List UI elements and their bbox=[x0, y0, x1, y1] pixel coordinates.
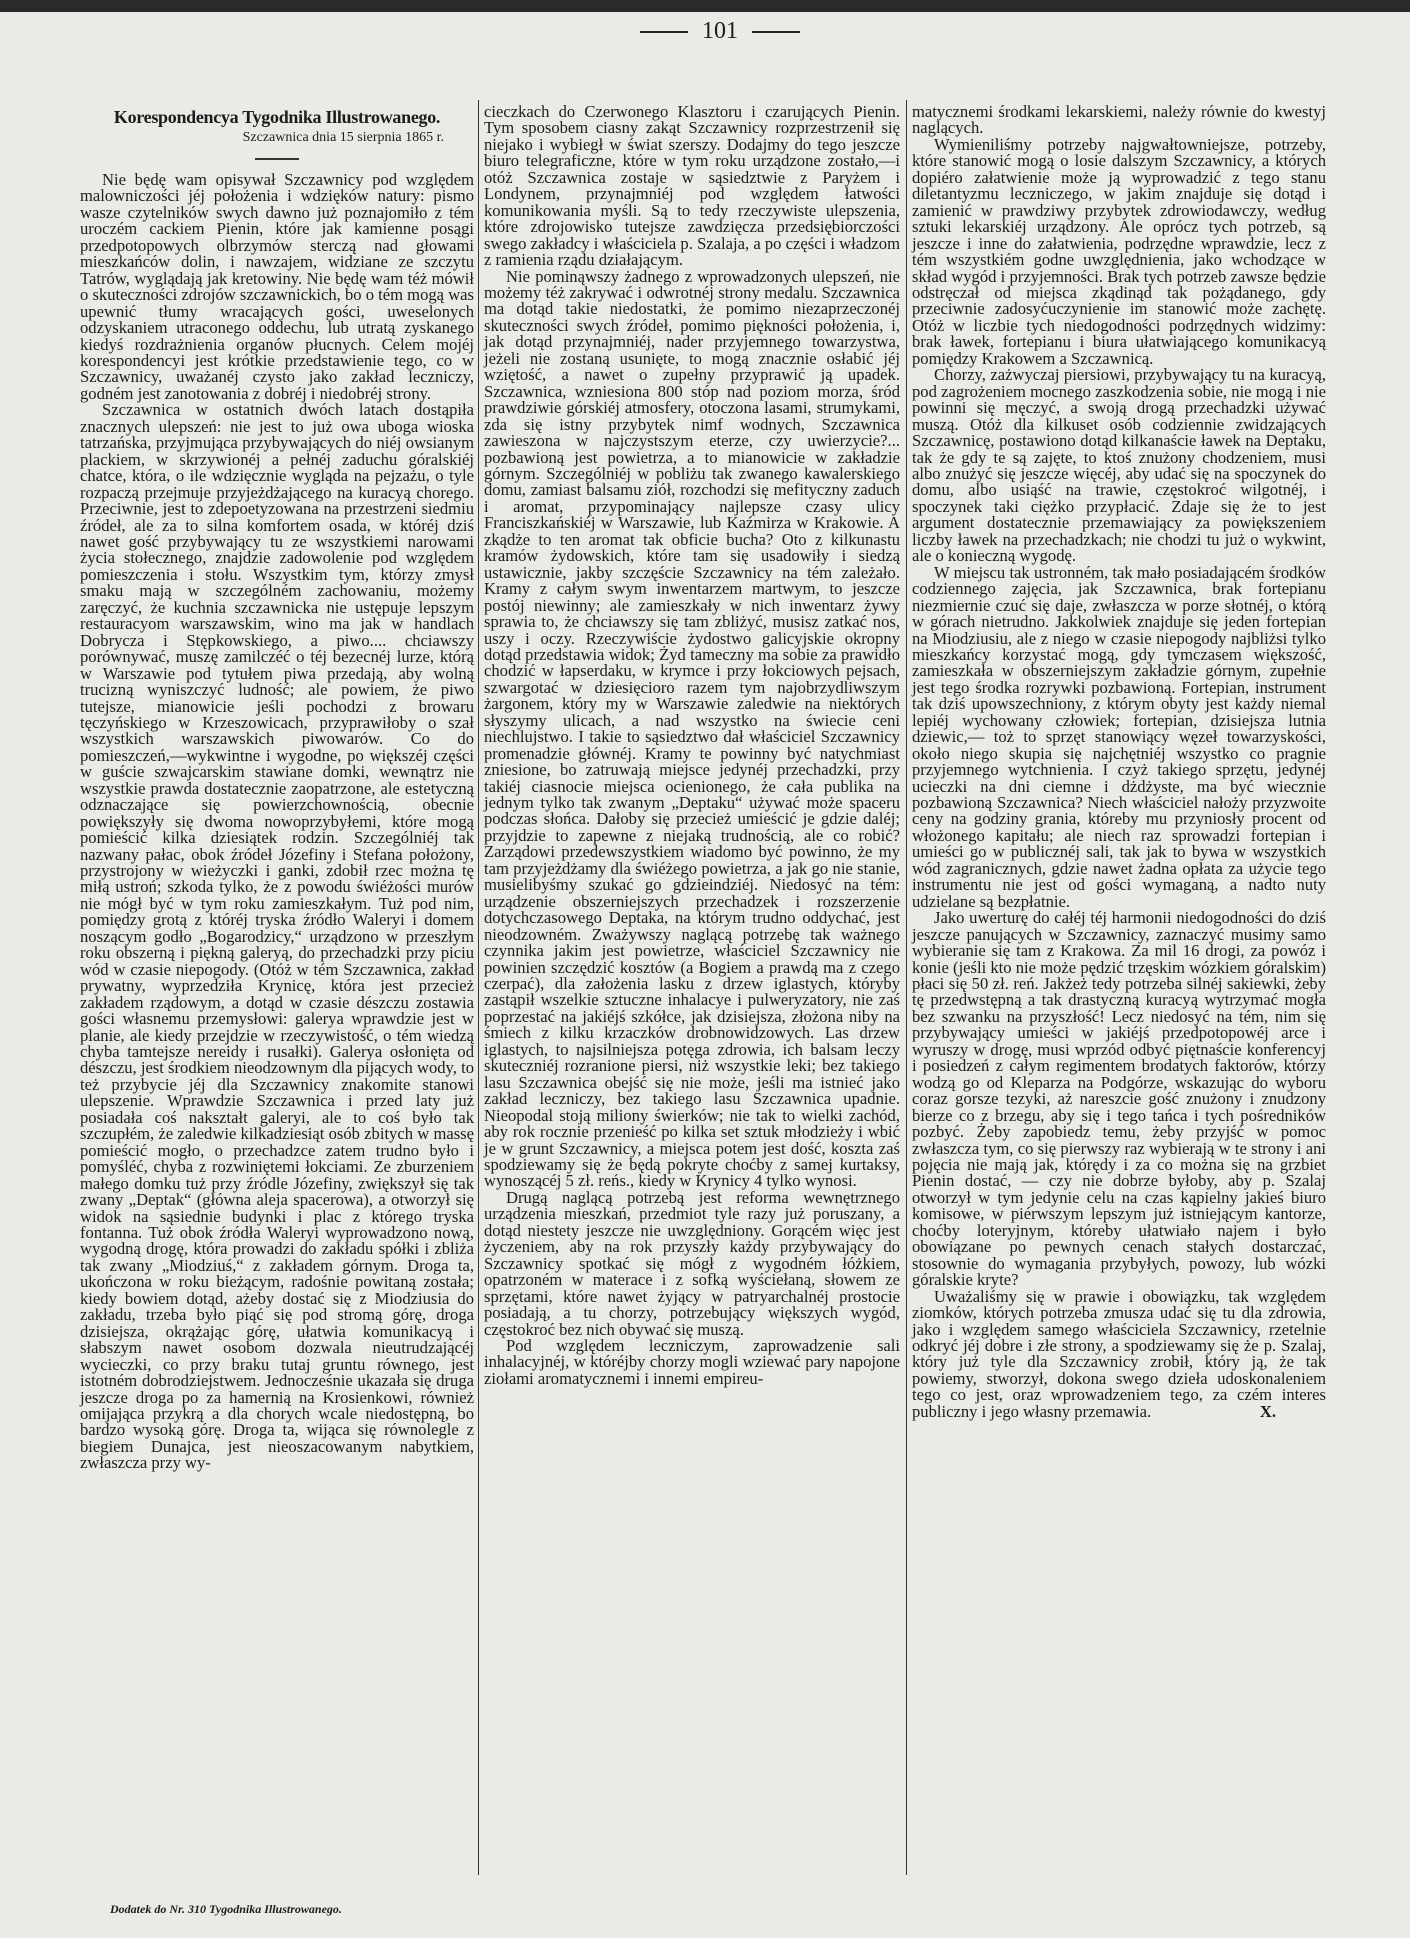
column-divider bbox=[478, 100, 479, 1875]
paragraph: W miejscu tak ustronném, tak mało posiadającém środków codziennego zajęcia, jak Szczawnica, brak fortepianu niezmiernie czuć się daje, zwłaszcza w porze słotnéj, o którą w górach nietrudno. Jakkolwiek znajduje się jeden fortepian na Miodziusiu, ale z niego w czasie niepogody najbliżsi tylko mieszkańcy korzystać mogą, gdy tymczasem większość, zamieszkała w obszerniejszym zakładzie górnym, zupełnie jest tego środka rozrywki pozbawioną. Fortepian, instrument tak dziś upowszechniony, z którym obyty jest każdy niemal lepiéj wychowany człowiek; fortepian, dzisiejsza lutnia dziewic,— toż to sprzęt stanowiący węzeł towarzyskości, około niego skupia się najchętniéj wszystko co pragnie przyjemnego wytchnienia. I czyż takiego sprzętu, jedynéj ucieczki na dni ciemne i dżdżyste, ma być wiecznie pozbawioną Szczawnica? Niech właściciel nałoży przyzwoite ceny na godziny grania, któreby mu przyniosły procent od włożonego kapitału; ale niech raz sprowadzi fortepian i umieści go w publicznéj sali, tak jak to bywa w wszystkich wód zagranicznych, gdzie nawet żadna opłata za użycie tego instrumentu nie jest od gości wymaganą, a nadto nuty udzielane są bezpłatnie. bbox=[912, 562, 1326, 911]
paragraph: Szczawnica w ostatnich dwóch latach dostąpiła znacznych ulepszeń: nie jest to już owa uboga wioska tatrzańska, przyjmująca przybywających do niéj owsianym plackiem, w skrzywionéj a pełnéj zaduchu góralskiéj chatce, która, o ile wdzięcznie wygląda na pejzażu, o tyle rozpaczą przejmuje przyjeżdżającego na kuracyą chorego. Przeciwnie, jest to zdepoetyzowana na przestrzeni siedmiu źródeł, ale za to silna komfortem osada, w któréj dziś nawet gość przybywający tu ze wszystkiemi narowami życia stołecznego, znajdzie zadowolenie pod względem pomieszczenia i stołu. Wszystkim tym, którzy zmysł smaku mają w szczególném zachowaniu, możemy zaręczyć, że kuchnia szczawnicka nie ustępuje lepszym restauracyom warszawskim, wino ma jak w handlach Dobrycza i Stępkowskiego, a piwo.... chciawszy porównywać, muszę zamilczéć o téj bezecnéj lurze, którą w Warszawie pod tytułem piwa przedają, aby wolną trucizną wyniszczyć ludność; ale powiem, że piwo tutejsze, mianowicie jeśli pochodzi z browaru tęczyńskiego w Krzeszowicach, przyprawiłoby o szał wszystkich warszawskich piwowarów. Co do pomieszczeń,—wykwintne i wygodne, po większéj części w guście szwajcarskim stawiane domki, wewnątrz nie wszystkie prawda dostatecznie zaopatrzone, ale estetyczną odznaczające się powierzchownością, obecnie powiększyły się dwoma nowoprzybyłemi, które mogą pomieścić kilka dziesiątek rodzin. Szczególniéj tak nazwany pałac, obok źródeł Józefiny i Stefana położony, przystrojony w wieżyczki i ganki, zdobił rzec można tę miłą ustroń; szkoda tylko, że z powodu świéżości murów nie mógł być w tym roku zamieszkałym. Tuż pod nim, pomiędzy grotą z któréj tryska źródło Waleryi i domem noszącym godło „Bogarodzicy,“ urządzono w przeszłym roku obszerną i piękną galeryą, do przechadzki przy piciu wód w czasie niepogody. (Otóż w tém Szczawnica, zakład prywatny, wyprzedziła Krynicę, która jest przecież zakładem rządowym, a dotąd w czasie dészczu zostawia gości własnemu przemysłowi: galerya wprawdzie jest w planie, ale kiedy przejdzie w rzeczywistość, o tém wiedzą chyba tamtejsze nereidy i rusałki). Galerya osłonięta od dészczu, jest środkiem nieodzownym dla pijących wody, to też przybycie jéj dla Szczawnicy znakomite stanowi ulepszenie. Wprawdzie Szczawnica i przed laty już posiadała coś nakształt galeryi, ale to coś było tak szczupłém, że zaledwie kilkadziesiąt osób zbitych w massę pomieścić mogło, o przechadzce zatem trudno było i pomyśléć, chyba z rozwiniętemi łokciami. Ze zburzeniem małego domku tuż przy źródle Józefiny, zwiększył się tak zwany „Deptak“ (główna aleja spacerowa), a otworzył się widok na sąsiednie budynki i plac z którego tryska fontanna. Tuż obok źródła Waleryi wyprowadzono nową, wygodną drogę, która prowadzi do zakładu spółki i zbliża tak zwany „Miodziuś,“ z zakładem górnym. Droga ta, ukończona w roku bieżącym, radośnie powitaną została; kiedy bowiem dotąd, ażeby dostać się z Miodziusia do zakładu, trzeba było piąć się pod stromą górę, droga dzisiejsza, okrążając górę, ułatwia komunikacyą i słabszym nawet osobom dozwala nieutrudzającéj wycieczki, co przy braku tutaj gruntu równego, jest istotném dobrodziejstwem. Jednocześnie ukazała się druga jeszcze droga po za hamernią na Krosienkowi, również omijająca przykrą a dla chorych wcale niedostępną, bo bardzo wysoką górę. Droga ta, wijąca się równolegle z biegiem Dunajca, jest nieoszacowanym nabytkiem, zwłaszcza przy wy- bbox=[80, 400, 474, 1473]
scan-border bbox=[0, 0, 1410, 12]
paragraph: Nie pominąwszy żadnego z wprowadzonych ulepszeń, nie możemy téż zakrywać i odwrotnéj strony medalu. Szczawnica ma dotąd takie niedostatki, że pomimo niezaprzeczonéj skuteczności swych źródeł, pomimo piękności położenia, i, jak dotąd przynajmniéj, nader przyjemnego towarzystwa, jeżeli nie zostaną usunięte, to mogą znacznie osłabić jéj wziętość, a nawet o zupełny przyprawić ją upadek. Szczawnica, wzniesiona 800 stóp nad poziom morza, śród prawdziwie górskiéj atmosfery, otoczona lasami, strumykami, zda się istny przybytek nimf wodnych, Szczawnica zawieszona w najczystszym eterze, czy uwierzycie?... pozbawioną jest powietrza, a to mianowicie w zakładzie górnym. Szczególniéj w pobliżu tak zwanego kawalerskiego domu, zamiast balsamu ziół, rozchodzi się mefityczny zaduch i aromat, przypominający najlepsze czasy ulicy Franciszkańskiéj w Warszawie, lub Kaźmirza w Krakowie. A zkądże to ten aromat tak obficie bucha? Oto z kilkunastu kramów żydowskich, które tam się usadowiły i siedzą ustawicznie, jakby szczęście Szczawnicy na tém zależało. Kramy z całym swym inwentarzem martwym, to jeszcze postój niewinny; ale zamieszkały w nich inwentarz żywy sprawia to, że chciawszy się tam zbliżyć, musisz zatkać nos, uszy i oczy. Rzeczywiście żydostwo galicyjskie okropny dotąd przedstawia widok; Żyd tameczny ma sobie za prawidło chodzić w łapserdaku, w krymce i przy łokciowych pejsach, szwargotać w dziesięcioro razem tym najobrzydliwszym żargonem, który my w Warszawie zaledwie na niektórych słyszymy ulicach, a nad wszystko na świecie ceni niechlujstwo. I takie to sąsiedztwo dał właściciel Szczawnicy promenadzie głównéj. Kramy te powinny być natychmiast zniesione, bo zatruwają miejsce jedynéj przechadzki, przy takiéj ciasnocie miejsca ocienionego, że cała publika na jednym tylko tak zwanym „Deptaku“ używać może spaceru podczas słońca. Dałoby się przecież umieścić je gdzie daléj; przyjdzie to zapewne z niejaką trudnością, ale co robić? Zarządowi przedewszystkiem wiadomo być powinno, że my tam przyjeżdżamy dla świéżego powietrza, a jak go nie stanie, musielibyśmy szukać go gdzieindziéj. Niedosyć na tém: urządzenie obszerniejszych przechadzek i rozszerzenie dotychczasowego Deptaka, na którym trudno oddychać, jest nieodzowném. Zważywszy naglącą potrzebę tak ważnego czynnika jakim jest powietrze, właściciel Szczawnicy nie powinien szczędzić kosztów (a Bogiem a prawdą ma z czego czerpać), dla założenia lasku z drzew iglastych, któryby zastąpił wszelkie sztuczne inhalacye i pulweryzatory, nie zaś poprzestać na jakiéjś szkółce, jak dzisiejsza, złożona niby na śmiech z kilku krzaczków drobnowidzowych. Las drzew iglastych, to najsilniejsza potęga zdrowia, ich balsam leczy skuteczniéj rozranione piersi, niż wszystkie leki; bez takiego lasu Szczawnica obejść się nie może, jeśli ma istnieć jako zakład leczniczy, bez takiego lasu Szczawnica upadnie. Nieopodal stoją miliony świerków; nie tak to wielki zachód, aby rok rocznie przenieść po kilka set sztuk młodzieży i wbić je w grunt Szczawnicy, a miejsca potem jest dość, koszta zaś spodziewamy się że będą pokryte choćby z samej kurtaksy, wynoszącéj 5 zł. reńs., kiedy w Krynicy 4 tylko wynosi. bbox=[484, 266, 900, 1191]
page-number-text: 101 bbox=[702, 18, 738, 44]
paragraph: Pod względem leczniczym, zaprowadzenie sali inhalacyjnéj, w któréjby chorzy mogli wziewać pary napojone ziołami aromatycznemi i innemi empireu- bbox=[484, 1335, 900, 1388]
paragraph: Jako uwerturę do całéj téj harmonii niedogodności do dziś jeszcze panujących w Szczawnicy, zaznaczyć musimy samo wybieranie się tam z Krakowa. Za mil 16 drogi, za powóz i konie (jeśli kto nie może pędzić trzęskim wózkiem góralskim) płaci się 50 zł. reń. Jakżeż tedy potrzeba silnéj sakiewki, żeby tę przedwstępną a tak drastyczną kuracyą wytrzymać mogła bez szwanku na przyszłość! Lecz niedosyć na tém, nim się przybywający umieści w jakiéjś przedpotopowéj arce i wyruszy w drogę, musi wprzód odbyć piętnaście konferencyj i posiedzeń z całym regimentem brodatych faktorów, którzy wodzą go od Kleparza na Podgórze, wskazując do wyboru coraz gorsze tezyki, aż nareszcie gość znużony i znudzony bierze co z brzegu, aby się i tego tańca i tych pośredników pozbyć. Żeby zapobiedz temu, żeby przyjść w pomoc zwłaszcza tym, co się pierwszy raz wybierają w te strony i ani pojęcia nie mają jak, którędy i za co można się na grzbiet Pienin dostać, — czy nie dobrze byłoby, aby p. Szalaj otworzył w tym jedynie celu na czas kąpielny jakieś biuro komisowe, w piérwszym lepszym już istniejącym kantorze, choćby loteryjnym, któreby ułatwiało najem i było obowiązane po pewnych cenach stałych dostarczać, stosownie do wymagania przybyłych, powozy, lub wózki góralskie kryte? bbox=[912, 908, 1326, 1290]
title-rule bbox=[255, 158, 299, 160]
article-title: Korespondencya Tygodnika Illustrowanego. bbox=[113, 107, 441, 127]
paragraph: cieczkach do Czerwonego Klasztoru i czarujących Pienin. Tym sposobem ciasny zakąt Szczawnicy rozprzestrzenił się niejako i wybiegł w świat szerszy. Dodajmy do tego jeszcze biuro telegraficzne, które w tym roku urządzone zostało,—i otóż Szczawnica zostaje w sąsiedztwie z Paryżem i Londynem, przynajmniéj pod względem łatwości komunikowania myśli. Są to tedy rzeczywiste ulepszenia, które zdrojowisko tutejsze zawdzięcza przedsiębiorczości swego zakładcy i właściciela p. Szalaja, a po części i władzom z ramienia rządu działającym. bbox=[484, 102, 900, 270]
paragraph: Nie będę wam opisywał Szczawnicy pod względem malowniczości jéj położenia i wdzięków natury: pismo wasze czytelników swych dawno już poznajomiło z tém uroczém cackiem Pienin, które jak kamienne posągi przedpotopowych olbrzymów sterczą nad głowami mieszkańców dolin, i nawzajem, widziane ze szczytu Tatrów, wyglądają jak kretowiny. Nie będę wam téż mówił o skuteczności zdrojów szczawnickich, bo o tém mogą was upewnić tłumy wracających gości, uweselonych odzyskaniem utraconego oddechu, lub utratą zyskanego kiedyś rozdrażnienia organów płucnych. Celem mojéj korespondencyi jest krótkie przedstawienie tego, co w Szczawnicy, uważanéj czysto jako zakład leczniczy, godném jest zanotowania z dobréj i niedobréj strony. bbox=[80, 170, 474, 403]
paragraph: Uważaliśmy się w prawie i obowiązku, tak względem ziomków, których potrzeba zmusza udać się tu dla zdrowia, jako i względem samego właściciela Szczawnicy, rzetelnie odkryć jéj dobre i złe strony, a spodziewamy się że p. Szalaj, który już tyle dla Szczawnicy zrobił, który ją, że tak powiemy, stworzył, dokona swego dzieła udoskonaleniem tego co jest, oraz wprowadzeniem tego, za czém interes publiczny i jego własny przemawia. bbox=[912, 1286, 1326, 1421]
signature: X. bbox=[1259, 1402, 1276, 1422]
column-divider bbox=[906, 100, 907, 1875]
page-number bbox=[600, 18, 840, 45]
column-1 bbox=[80, 104, 474, 1472]
dash-right bbox=[752, 31, 800, 33]
dash-left bbox=[640, 31, 688, 33]
dateline: Szczawnica dnia 15 sierpnia 1865 r. bbox=[242, 130, 444, 145]
paragraph: Drugą naglącą potrzebą jest reforma wewnętrznego urządzenia mieszkań, przedmiot tyle razy już poruszany, a dotąd niestety jeszcze nie uwzględniony. Gorącém więc jest życzeniem, aby na rok przyszły każdy przybywający do Szczawnicy spotkać się mógł z wygodném łóżkiem, opatrzoném w materace i z sofką wyściełaną, słowem ze sprzętami, które nawet żyjący w patryarchalnéj prostocie posiadają, a tu chorzy, potrzebujący większych wygód, częstokroć bez nich obywać się muszą. bbox=[484, 1187, 900, 1339]
paragraph: Wymieniliśmy potrzeby najgwałtowniejsze, potrzeby, które stanowić mogą o losie dalszym Szczawnicy, a których dopiéro załatwienie może ją wyprowadzić z tego stanu diletantyzmu leczniczego, w jakim znajduje się dotąd i zamienić w prawdziwy przybytek zdrowiodawczy, według sztuki lekarskiéj urządzony. Ale oprócz tych potrzeb, są jeszcze i inne do załatwienia, podrzędne wprawdzie, lecz z tém wszystkiém godne uwzględnienia, jako wchodzące w skład wygód i przyjemności. Brak tych potrzeb zawsze będzie odstręczał od miejsca zkądinąd tak pożądanego, gdy przeciwnie zadosyćuczynienie im stanowić może zachętę. Otóż w liczbie tych niedogodności podrzędnych widzimy: brak ławek, fortepianu i biura ułatwiającego komunikacyą pomiędzy Krakowem a Szczawnicą. bbox=[912, 134, 1326, 368]
column-3 bbox=[912, 104, 1326, 1421]
paragraph: Chorzy, zażwyczaj piersiowi, przybywający tu na kuracyą, pod zagrożeniem mocnego zaszkodzenia sobie, nie mogą i nie powinni się męczyć, a swoją drogą przechadzki używać muszą. Otóż dla kilkuset osób codziennie zwidzających Szczawnicę, postawiono dotąd kilkanaście ławek na Deptaku, tak że gdy te są zajęte, to ktoś znużony chodzeniem, musi albo znużyć się jeszcze więcéj, aby udać się na spoczynek do domu, albo usiąść na trawie, częstokroć wilgotnéj, i spoczynek taki ciężko przypłacić. Zdaje się że to jest argument dostatecznie przemawiający za powiększeniem liczby ławek na przechadzkach; nie chodzi tu już o wykwint, ale o konieczną wygodę. bbox=[912, 365, 1326, 566]
footer-note: Dodatek do Nr. 310 Tygodnika Illustrowanego. bbox=[110, 1902, 342, 1916]
column-2 bbox=[484, 104, 900, 1387]
paragraph: matycznemi środkami lekarskiemi, należy równie do kwestyj naglących. bbox=[912, 102, 1326, 138]
